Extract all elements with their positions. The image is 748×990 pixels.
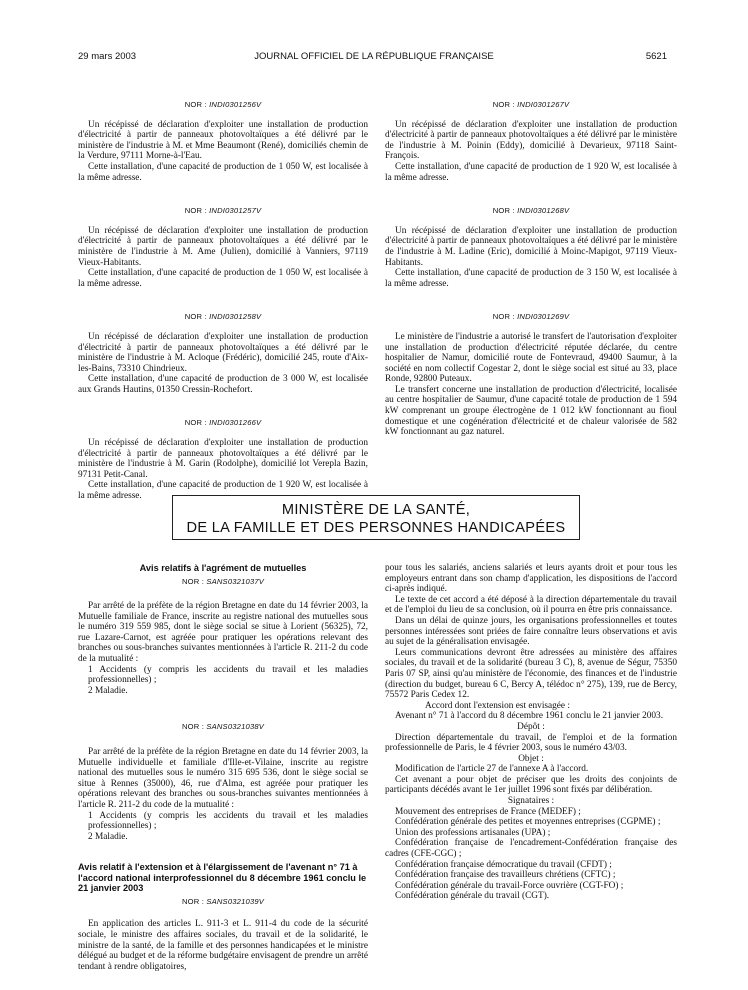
nor-reference: NOR : INDI0301257V: [184, 206, 262, 216]
section-heading: Avis relatif à l'extension et à l'élargissement de l'avenant n° 71 à l'accord national interprofessionnel du 8 décembre 1961 conclu le 21 janvier 2003: [78, 862, 367, 894]
nor-reference: NOR : SANS0321039V: [181, 896, 265, 906]
notice-paragraph: Cette installation, d'une capacité de production de 1 920 W, est localisée à la même adresse.: [385, 161, 677, 183]
nor-reference: NOR : INDI0301258V: [184, 312, 262, 322]
notice-paragraph: Par arrêté de la préfète de la région Bretagne en date du 14 février 2003, la Mutuelle familiale de France, inscrite au registre national des mutuelles sous le numéro 319 559 985, dont le siège social se situe à Lorient (56325), 72, rue Lazare-Carnot, est agréée pour pratiquer les opérations relevant des branches ou sous-branches suivantes mentionnées à l'article R. 211-2 du code de la mutualité :: [78, 601, 368, 665]
section-heading: Avis relatifs à l'agrément de mutuelles: [139, 563, 307, 573]
notice-paragraph: Cette installation, d'une capacité de production de 1 050 W, est localisée à la même adresse.: [78, 268, 368, 289]
signatory-item: Confédération française de l'encadrement-Confédération française des cadres (CFE-CGC) ;: [385, 838, 677, 860]
notice-paragraph: Cette installation, d'une capacité de production de 1 920 W, est localisée à la même adresse.: [78, 480, 368, 502]
notice-block: [78, 418, 368, 501]
notice-block: [385, 100, 677, 183]
notice-paragraph: Cette installation, d'une capacité de production de 3 000 W, est localisée aux Grands Hautins, 01350 Cressin-Rochefort.: [78, 374, 368, 395]
field-label: Objet :: [518, 753, 544, 764]
notice-paragraph: Cet avenant a pour objet de préciser que les droits des conjoints de participants décédés avant le 1er juillet 1996 sont fixés par délibération.: [385, 774, 677, 796]
ministry-banner-line-2: DE LA FAMILLE ET DES PERSONNES HANDICAPÉES: [186, 520, 566, 536]
signatory-item: Confédération française des travailleurs chrétiens (CFTC) ;: [395, 870, 616, 881]
signatory-item: Confédération générale du travail-Force ouvrière (CGT-FO) ;: [395, 880, 624, 891]
upper-right-column: [385, 100, 677, 461]
notice-paragraph: Le texte de cet accord a été déposé à la direction départementale du travail et de l'emploi du lieu de sa conclusion, où il pourra en être pris connaissance.: [385, 594, 677, 616]
notice-paragraph: Un récépissé de déclaration d'exploiter une installation de production d'électricité à partir de panneaux photovoltaïques a été délivré par le ministère de l'industrie à M. Ame (Julien), domicilié à Vanniers, 97119 Vieux-Habitants.: [78, 225, 368, 268]
header-journal-title: JOURNAL OFFICIEL DE LA RÉPUBLIQUE FRANÇAISE: [254, 51, 494, 62]
list-item: 1 Accidents (y compris les accidents du travail et les maladies professionnelles) ;: [88, 664, 368, 686]
notice-paragraph: Un récépissé de déclaration d'exploiter une installation de production d'électricité à partir de panneaux photovoltaïques a été délivré par le ministère de l'industrie à M. Garin (Rodolphe), domicilié lot Verepla Bazin, 97131 Petit-Canal.: [78, 438, 368, 480]
notice-paragraph: Le ministère de l'industrie a autorisé le transfert de l'autorisation d'exploiter une installation de production d'électricité réputée déclarée, du centre hospitalier de Namur, domicilié route de Fontevraud, 49400 Saumur, à la société en nom collectif Cogestar 2, dont le siège social est situé au 33, place Ronde, 92800 Puteaux.: [385, 331, 677, 385]
signatory-item: Confédération générale du travail (CGT).: [395, 891, 550, 902]
page-header: [0, 51, 748, 65]
list-item: 1 Accidents (y compris les accidents du travail et les maladies professionnelles) ;: [88, 810, 368, 832]
nor-reference: NOR : INDI0301256V: [184, 100, 262, 109]
nor-reference: NOR : INDI0301268V: [492, 206, 570, 216]
notice-paragraph: Par arrêté de la préfète de la région Bretagne en date du 14 février 2003, la Mutuelle individuelle et familiale d'Ille-et-Vilaine, inscrite au registre national des mutuelles sous le numéro 315 695 536, dont le siège social se situe à Rennes (35000), 46, rue d'Alma, est agréée pour pratiquer les opérations relevant des branches ou sous-branches suivantes mentionnées à l'article R. 211-2 du code de la mutualité :: [78, 747, 368, 810]
list-item: 2 Maladie.: [88, 685, 128, 696]
header-page-number: 5621: [645, 51, 667, 62]
notice-paragraph: Direction départementale du travail, de l'emploi et de la formation professionnelle de Paris, le 4 février 2003, sous le numéro 43/03.: [385, 732, 677, 754]
notice-paragraph: Cette installation, d'une capacité de production de 1 050 W, est localisée à la même adresse.: [78, 161, 368, 183]
notice-block: [78, 312, 368, 395]
notice-block: [385, 206, 677, 289]
notice-paragraph: Un récépissé de déclaration d'exploiter une installation de production d'électricité à partir de panneaux photovoltaïques a été délivré par le ministère de l'industrie à M. Poinin (Eddy), domicilié à Devarieux, 97118 Saint-François.: [385, 119, 677, 162]
nor-reference: NOR : INDI0301267V: [492, 100, 570, 109]
notice-paragraph: Cette installation, d'une capacité de production de 3 150 W, est localisée à la même adresse.: [385, 268, 677, 289]
signatory-item: Mouvement des entreprises de France (MEDEF) ;: [395, 806, 581, 817]
field-label: Accord dont l'extension est envisagée :: [425, 700, 570, 711]
field-label: Dépôt :: [517, 721, 545, 732]
signatory-item: Union des professions artisanales (UPA) ;: [395, 827, 551, 838]
notice-paragraph: Dans un délai de quinze jours, les organisations professionnelles et toutes personnes intéressées sont priées de faire connaître leurs observations et avis au sujet de la généralisation envisagée.: [385, 615, 677, 648]
ministry-banner-line-1: MINISTÈRE DE LA SANTÉ,: [281, 502, 471, 518]
header-date: 29 mars 2003: [78, 51, 137, 62]
lower-right-column: [385, 563, 677, 902]
notice-block: [78, 206, 368, 289]
notice-paragraph: Le transfert concerne une installation de production d'électricité, localisée au centre hospitalier de Saumur, d'une capacité totale de production de 1 594 kW comprenant un groupe électrogène de 1 012 kW fonctionnant au fioul domestique et une cogénération d'électricité et de chaleur valorisée de 582 kW fonctionnant au gaz naturel.: [385, 384, 677, 438]
notice-paragraph: Un récépissé de déclaration d'exploiter une installation de production d'électricité à partir de panneaux photovoltaïques a été délivré par le ministère de l'industrie à M. Ladine (Eric), domicilié à Moinc-Mapigot, 97119 Vieux-Habitants.: [385, 225, 677, 268]
notice-paragraph: En application des articles L. 911-3 et L. 911-4 du code de la sécurité sociale, le ministre des affaires sociales, du travail et de la solidarité, le ministre de la santé, de la famille et des personnes handicapées et le ministre délégué au budget et de la réforme budgétaire envisagent de prendre un arrêté tendant à rendre obligatoires,: [78, 919, 368, 972]
notice-paragraph: Un récépissé de déclaration d'exploiter une installation de production d'électricité à partir de panneaux photovoltaïques a été délivré par le ministère de l'industrie à M. Acloque (Frédéric), domicilié 245, route d'Aix-les-Bains, 73310 Chindrieux.: [78, 331, 368, 374]
ministry-banner: [172, 495, 580, 540]
nor-reference: NOR : INDI0301266V: [184, 418, 262, 428]
notice-paragraph: pour tous les salariés, anciens salariés et leurs ayants droit et pour tous les employeurs entrant dans son champ d'application, les dispositions de l'accord ci-après indiqué.: [385, 563, 677, 595]
upper-left-column: [78, 100, 368, 525]
signatory-item: Confédération française démocratique du travail (CFDT) ;: [395, 859, 612, 870]
lower-left-column: [78, 563, 368, 972]
nor-reference: NOR : INDI0301269V: [492, 312, 570, 322]
nor-reference: NOR : SANS0321037V: [181, 576, 265, 586]
list-item: 2 Maladie.: [88, 831, 128, 842]
field-label: Signataires :: [507, 796, 555, 807]
nor-reference: NOR : SANS0321038V: [181, 722, 265, 732]
notice-block: [78, 100, 368, 183]
notice-block: [385, 312, 677, 438]
signatory-item: Confédération générale des petites et moyennes entreprises (CGPME) ;: [395, 817, 661, 828]
notice-paragraph: Leurs communications devront être adressées au ministère des affaires sociales, du travail et de la solidarité (bureau 3 C), 8, avenue de Ségur, 75350 Paris 07 SP, ainsi qu'au ministère de l'économie, des finances et de l'industrie (direction du budget, bureau 6 C, Bercy A, télédoc n° 275), 139, rue de Bercy, 75572 Paris Cedex 12.: [385, 647, 677, 701]
notice-paragraph: Un récépissé de déclaration d'exploiter une installation de production d'électricité à partir de panneaux photovoltaïques a été délivré par le ministère de l'industrie à M. et Mme Beaumont (René), domiciliés chemin de la Verdure, 97111 Morne-à-l'Eau.: [78, 119, 368, 162]
notice-paragraph: Avenant n° 71 à l'accord du 8 décembre 1961 conclu le 21 janvier 2003.: [395, 711, 664, 722]
notice-paragraph: Modification de l'article 27 de l'annexe A à l'accord.: [395, 764, 589, 775]
